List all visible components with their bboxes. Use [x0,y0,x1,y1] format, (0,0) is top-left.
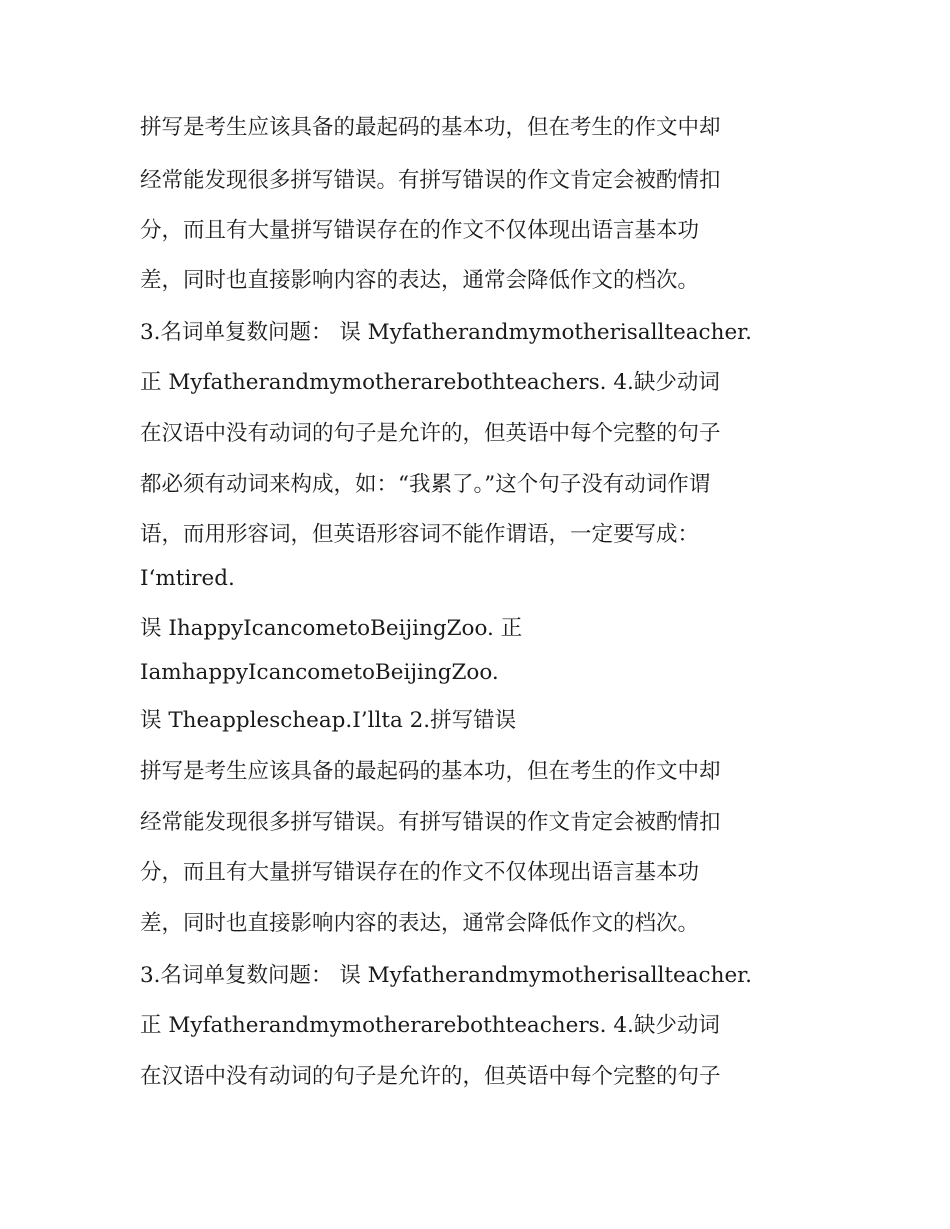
text-line: 误 IhappyIcancometoBeijingZoo. 正 [140,616,523,641]
text-line: 在汉语中没有动词的句子是允许的，但英语中每个完整的句子 [140,421,721,446]
text-line: 拼写是考生应该具备的最起码的基本功，但在考生的作文中却 [140,759,721,784]
text-line: 经常能发现很多拼写错误。有拼写错误的作文肯定会被酌情扣 [140,168,721,193]
text-line: 拼写是考生应该具备的最起码的基本功，但在考生的作文中却 [140,115,721,140]
text-line: 差，同时也直接影响内容的表达，通常会降低作文的档次。 [140,911,700,936]
text-line: 分，而且有大量拼写错误存在的作文不仅体现出语言基本功 [140,218,700,243]
text-line: 经常能发现很多拼写错误。有拼写错误的作文肯定会被酌情扣 [140,810,721,835]
text-line: 3.名词单复数问题： 误 Myfatherandmymotherisallteacher. [140,320,752,345]
text-line: 误 Theapplescheap.I’llta 2.拼写错误 [140,708,517,733]
text-line: 分，而且有大量拼写错误存在的作文不仅体现出语言基本功 [140,860,700,885]
text-line: 差，同时也直接影响内容的表达，通常会降低作文的档次。 [140,268,700,293]
text-line: 正 Myfatherandmymotherarebothteachers. 4.缺少动词 [140,1013,720,1038]
text-line: IamhappyIcancometoBeijingZoo. [140,660,499,685]
text-line: I‘mtired. [140,566,235,591]
text-line: 语，而用形容词，但英语形容词不能作谓语，一定要写成： [140,522,700,547]
text-line: 3.名词单复数问题： 误 Myfatherandmymotherisallteacher. [140,963,752,988]
text-line: 都必须有动词来构成，如：“我累了。”这个句子没有动词作谓 [140,472,711,497]
text-line: 正 Myfatherandmymotherarebothteachers. 4.缺少动词 [140,370,720,395]
text-line: 在汉语中没有动词的句子是允许的，但英语中每个完整的句子 [140,1064,721,1089]
